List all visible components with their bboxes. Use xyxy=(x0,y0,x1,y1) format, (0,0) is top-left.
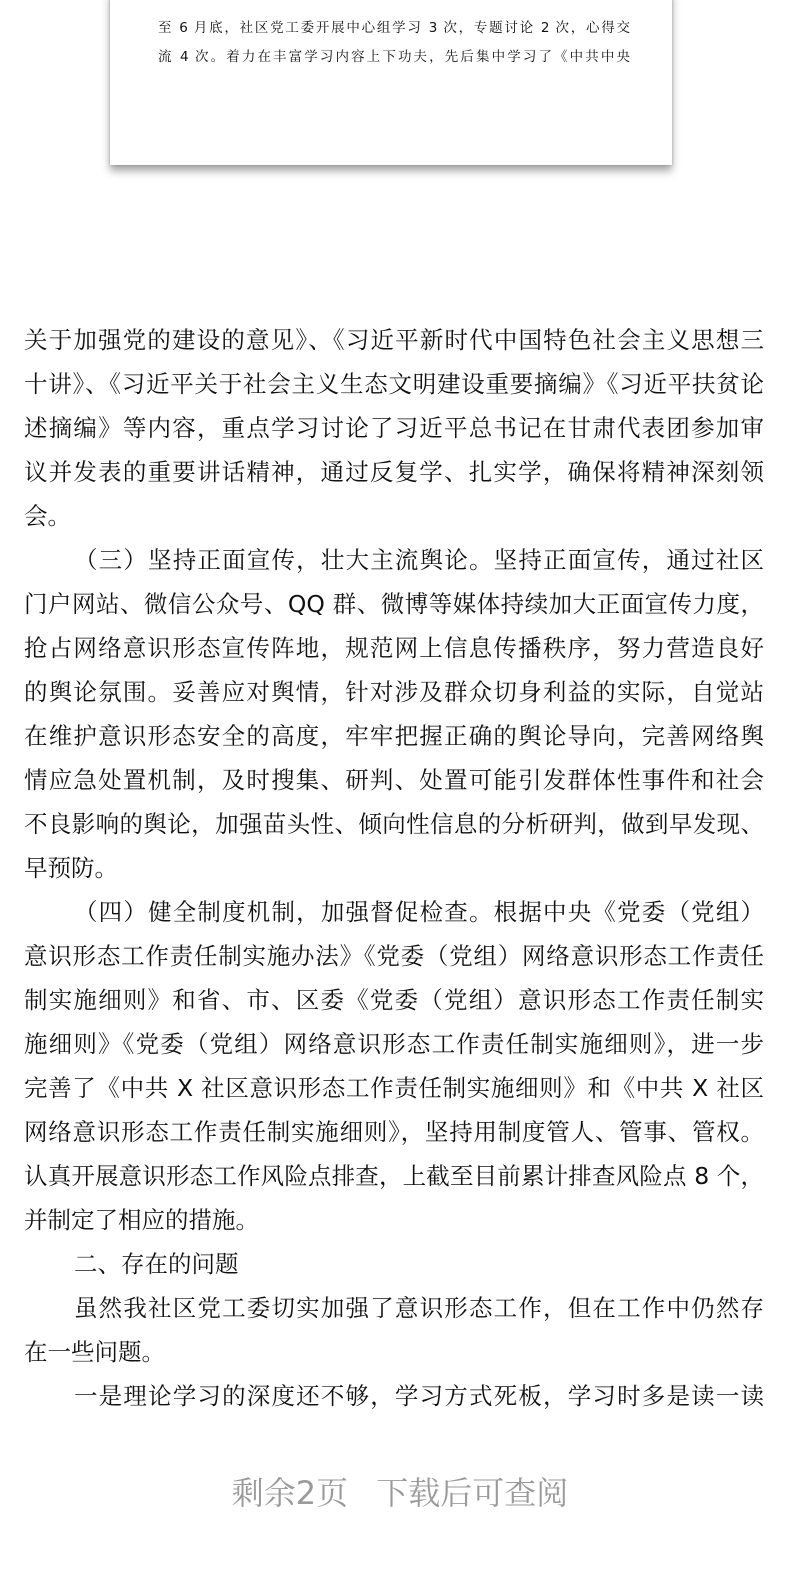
card-text-line: 流 4 次。着力在丰富学习内容上下功夫，先后集中学习了《中共中央 xyxy=(158,49,630,65)
text-line: 认真开展意识形态工作风险点排查，上截至目前累计排查风险点 8 个， xyxy=(24,1162,764,1190)
card-text-line: 至 6 月底，社区党工委开展中心组学习 3 次，专题讨论 2 次，心得交 xyxy=(158,20,630,36)
text-line: 制实施细则》和省、市、区委《党委（党组）意识形态工作责任制实 xyxy=(24,986,764,1014)
text-line: 早预防。 xyxy=(24,854,118,882)
text-line: 完善了《中共 X 社区意识形态工作责任制实施细则》和《中共 X 社区 xyxy=(24,1074,764,1102)
text-line: 会。 xyxy=(24,502,71,530)
text-line: 门户网站、微信公众号、QQ 群、微博等媒体持续加大正面宣传力度， xyxy=(24,590,764,618)
text-line: 关于加强党的建设的意见》、《习近平新时代中国特色社会主义思想三 xyxy=(24,326,764,354)
text-line: 述摘编》等内容，重点学习讨论了习近平总书记在甘肃代表团参加审 xyxy=(24,414,764,442)
text-line: 意识形态工作责任制实施办法》《党委（党组）网络意识形态工作责任 xyxy=(24,942,764,970)
section-heading-4: （四）健全制度机制，加强督促检查。根据中央《党委（党组） xyxy=(74,898,764,926)
download-to-view-label: 下载后可查阅 xyxy=(376,1474,569,1512)
text-line: 并制定了相应的措施。 xyxy=(24,1206,259,1234)
document-body xyxy=(24,318,764,1418)
text-line: 网络意识形态工作责任制实施细则》，坚持用制度管人、管事、管权。 xyxy=(24,1118,764,1146)
text-line: 一是理论学习的深度还不够，学习方式死板，学习时多是读一读 xyxy=(74,1382,764,1410)
download-prompt[interactable] xyxy=(0,1468,800,1514)
section-heading-3: （三）坚持正面宣传，壮大主流舆论。坚持正面宣传，通过社区 xyxy=(74,546,764,574)
text-line: 虽然我社区党工委切实加强了意识形态工作，但在工作中仍然存 xyxy=(74,1294,764,1322)
text-line: 情应急处置机制，及时搜集、研判、处置可能引发群体性事件和社会 xyxy=(24,766,764,794)
text-line: 不良影响的舆论，加强苗头性、倾向性信息的分析研判，做到早发现、 xyxy=(24,810,764,838)
chapter-heading-problems: 二、存在的问题 xyxy=(74,1250,239,1278)
text-line: 的舆论氛围。妥善应对舆情，针对涉及群众切身利益的实际，自觉站 xyxy=(24,678,764,706)
text-line: 在一些问题。 xyxy=(24,1338,165,1366)
text-line: 在维护意识形态安全的高度，牢牢把握正确的舆论导向，完善网络舆 xyxy=(24,722,764,750)
text-line: 议并发表的重要讲话精神，通过反复学、扎实学，确保将精神深刻领 xyxy=(24,458,764,486)
remaining-pages-label: 剩余2页 xyxy=(231,1474,349,1512)
text-line: 抢占网络意识形态宣传阵地，规范网上信息传播秩序，努力营造良好 xyxy=(24,634,764,662)
text-line: 施细则》《党委（党组）网络意识形态工作责任制实施细则》，进一步 xyxy=(24,1030,764,1058)
text-line: 十讲》、《习近平关于社会主义生态文明建设重要摘编》《习近平扶贫论 xyxy=(24,370,764,398)
preview-page-card xyxy=(110,0,672,165)
